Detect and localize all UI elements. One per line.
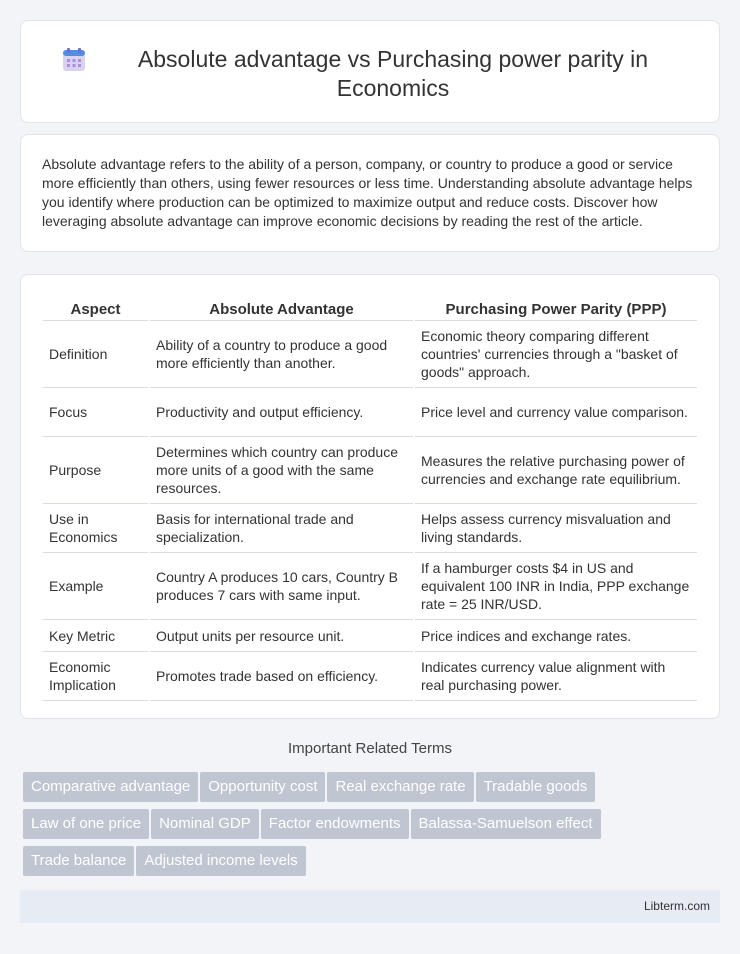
table-cell: Measures the relative purchasing power of currencies and exchange rate equilibrium. bbox=[415, 437, 697, 504]
table-cell: Indicates currency value alignment with real purchasing power. bbox=[415, 652, 697, 701]
table-cell: Price level and currency value comparison. bbox=[415, 388, 697, 437]
table-cell: Promotes trade based on efficiency. bbox=[150, 652, 413, 701]
column-header-absolute-advantage: Absolute Advantage bbox=[150, 296, 413, 321]
table-cell-aspect: Key Metric bbox=[43, 620, 148, 652]
table-row bbox=[43, 652, 697, 701]
table-cell: Country A produces 10 cars, Country B produces 7 cars with same input. bbox=[150, 553, 413, 620]
table-row bbox=[43, 553, 697, 620]
related-term-tag[interactable]: Law of one price bbox=[23, 809, 149, 839]
column-header-aspect: Aspect bbox=[43, 296, 148, 321]
table-row bbox=[43, 437, 697, 504]
related-term-tag[interactable]: Opportunity cost bbox=[200, 772, 325, 802]
related-term-tag[interactable]: Nominal GDP bbox=[151, 809, 259, 839]
table-row bbox=[43, 321, 697, 388]
calendar-icon bbox=[61, 47, 87, 73]
table-cell-aspect: Economic Implication bbox=[43, 652, 148, 701]
related-terms-heading: Important Related Terms bbox=[288, 740, 452, 757]
intro-card bbox=[20, 134, 720, 252]
comparison-table bbox=[41, 296, 699, 701]
page-title: Absolute advantage vs Purchasing power parity in Economics bbox=[137, 46, 649, 101]
column-header-ppp: Purchasing Power Parity (PPP) bbox=[415, 296, 697, 321]
related-term-tag[interactable]: Real exchange rate bbox=[327, 772, 473, 802]
related-terms-list bbox=[23, 772, 703, 883]
table-row bbox=[43, 504, 697, 553]
table-cell: Price indices and exchange rates. bbox=[415, 620, 697, 652]
related-term-tag[interactable]: Balassa-Samuelson effect bbox=[411, 809, 601, 839]
table-cell-aspect: Example bbox=[43, 553, 148, 620]
related-term-tag[interactable]: Factor endowments bbox=[261, 809, 409, 839]
table-cell: Productivity and output efficiency. bbox=[150, 388, 413, 437]
table-cell-aspect: Use in Economics bbox=[43, 504, 148, 553]
table-cell: Economic theory comparing different countries' currencies through a "basket of goods" approach. bbox=[415, 321, 697, 388]
table-row bbox=[43, 620, 697, 652]
table-cell-aspect: Definition bbox=[43, 321, 148, 388]
footer-site-link[interactable]: Libterm.com bbox=[643, 899, 710, 913]
table-cell: Determines which country can produce more units of a good with the same resources. bbox=[150, 437, 413, 504]
intro-paragraph: Absolute advantage refers to the ability of a person, company, or country to produce a good or service more efficiently than others, using fewer resources or less time. Understanding absolute advantage helps you identify where production can be optimized to maximize output and reduce costs. Discover how leveraging absolute advantage can improve economic decisions by reading the rest of the article. bbox=[42, 156, 693, 229]
table-cell-aspect: Purpose bbox=[43, 437, 148, 504]
table-cell: Ability of a country to produce a good more efficiently than another. bbox=[150, 321, 413, 388]
comparison-table-card bbox=[20, 274, 720, 719]
table-cell-aspect: Focus bbox=[43, 388, 148, 437]
table-cell: Output units per resource unit. bbox=[150, 620, 413, 652]
title-card bbox=[20, 20, 720, 123]
table-row bbox=[43, 388, 697, 437]
table-header-row bbox=[43, 296, 697, 321]
related-term-tag[interactable]: Comparative advantage bbox=[23, 772, 198, 802]
table-cell: Helps assess currency misvaluation and living standards. bbox=[415, 504, 697, 553]
table-cell: If a hamburger costs $4 in US and equivalent 100 INR in India, PPP exchange rate = 25 INR/USD. bbox=[415, 553, 697, 620]
table-cell: Basis for international trade and specialization. bbox=[150, 504, 413, 553]
footer bbox=[20, 890, 720, 923]
related-term-tag[interactable]: Tradable goods bbox=[476, 772, 596, 802]
related-term-tag[interactable]: Adjusted income levels bbox=[136, 846, 305, 876]
related-term-tag[interactable]: Trade balance bbox=[23, 846, 134, 876]
